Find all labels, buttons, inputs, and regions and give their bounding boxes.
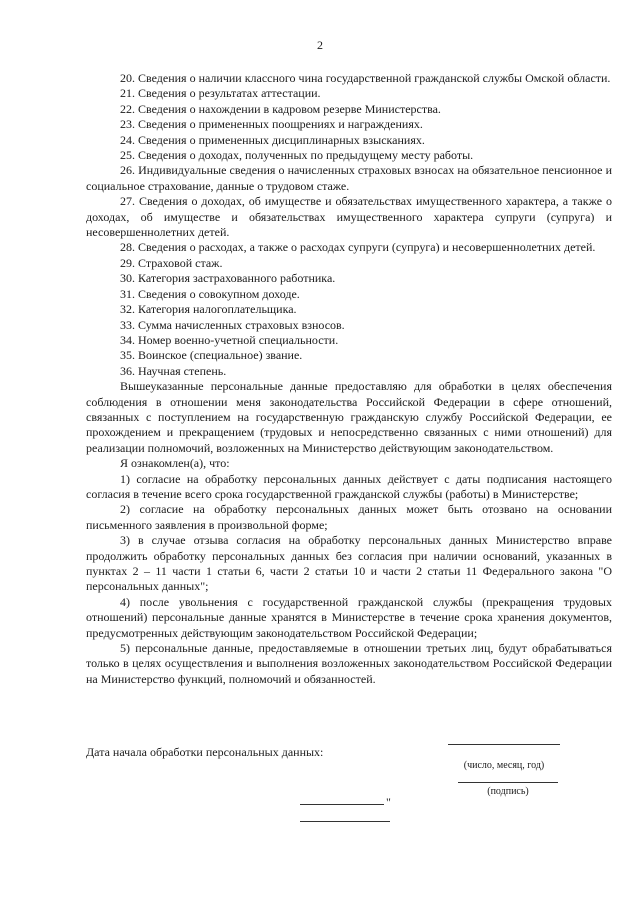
acknowledged-label: Я ознакомлен(а), что: <box>120 456 230 471</box>
date-start-label: Дата начала обработки персональных данных: <box>86 745 324 759</box>
list-item: 33. Сумма начисленных страховых взносов. <box>120 317 345 332</box>
acknowledged-point: 4) после увольнения с государственной гражданской службы (прекращения трудовых отношений) персональные данные хранятся в Министерстве в течение срока хранения документов, предусмотренных действующим законодательством Российской Федерации; <box>86 594 612 640</box>
list-item: 28. Сведения о расходах, а также о расходах супруги (супруга) и несовершеннолетних детей. <box>120 240 596 255</box>
list-item: 32. Категория налогоплательщика. <box>120 302 297 317</box>
consent-paragraph: Вышеуказанные персональные данные предоставляю для обработки в целях обеспечения соблюдения в отношении меня законодательства Российской Федерации в сфере отношений, связанных с поступлением на государственную гражданскую службу Российской Федерации, ее прохождением и прекращением (трудовых и непосредственно связанных с ними отношений) для реализации полномочий, возложенных на Министерство действующим законодательством. <box>86 379 612 455</box>
list-item: 24. Сведения о примененных дисциплинарных взысканиях. <box>120 132 425 147</box>
bottom-line-lower <box>300 821 390 822</box>
bottom-line-upper <box>300 804 384 805</box>
list-item: 30. Категория застрахованного работника. <box>120 271 336 286</box>
page-number: 2 <box>317 38 323 52</box>
date-line <box>448 744 560 745</box>
list-item: 29. Страховой стаж. <box>120 255 223 270</box>
list-item: 26. Индивидуальные сведения о начисленных страховых взносах на обязательное пенсионное и социальное страхование, данные о трудовом стаже. <box>86 163 612 193</box>
list-item: 21. Сведения о результатах аттестации. <box>120 86 321 101</box>
list-item: 35. Воинское (специальное) звание. <box>120 348 303 363</box>
acknowledged-point: 3) в случае отзыва согласия на обработку персональных данных Министерство вправе продолжить обработку персональных данных без согласия при наличии оснований, указанных в пунктах 2 – 11 части 1 статьи 6, части 2 статьи 10 и части 2 статьи 11 Федерального закона "О персональных данных"; <box>86 533 612 594</box>
acknowledged-point: 2) согласие на обработку персональных данных может быть отозвано на основании письменного заявления в произвольной форме; <box>86 502 612 532</box>
date-caption: (число, месяц, год) <box>463 760 545 771</box>
acknowledged-point: 5) персональные данные, предоставляемые в отношении третьих лиц, будут обрабатываться только в целях осуществления и выполнения возложенных законодательством Российской Федерации на Министерство функций, полномочий и обязанностей. <box>86 641 612 686</box>
list-item: 25. Сведения о доходах, полученных по предыдущему месту работы. <box>120 148 474 163</box>
signature-line <box>458 782 558 783</box>
acknowledged-points-list <box>86 472 612 688</box>
list-item: 23. Сведения о примененных поощрениях и награждениях. <box>120 117 423 132</box>
list-item: 36. Научная степень. <box>120 363 227 378</box>
data-items-list <box>86 71 612 379</box>
list-item: 34. Номер военно-учетной специальности. <box>120 332 339 347</box>
signature-caption: (подпись) <box>487 786 529 797</box>
list-item: 27. Сведения о доходах, об имуществе и обязательствах имущественного характера, а также о доходах, об имуществе и обязательствах имущественного характера супруги (супруга) и несовершеннолетних детей. <box>86 194 612 240</box>
list-item: 20. Сведения о наличии классного чина государственной гражданской службы Омской области. <box>120 71 611 85</box>
list-item: 31. Сведения о совокупном доходе. <box>120 286 300 301</box>
closing-quote: " <box>386 795 391 809</box>
list-item: 22. Сведения о нахождении в кадровом резерве Министерства. <box>120 101 441 116</box>
document-body <box>86 71 612 687</box>
acknowledged-point: 1) согласие на обработку персональных данных действует с даты подписания настоящего согласия в течение всего срока государственной гражданской службы (работы) в Министерстве; <box>86 471 612 501</box>
